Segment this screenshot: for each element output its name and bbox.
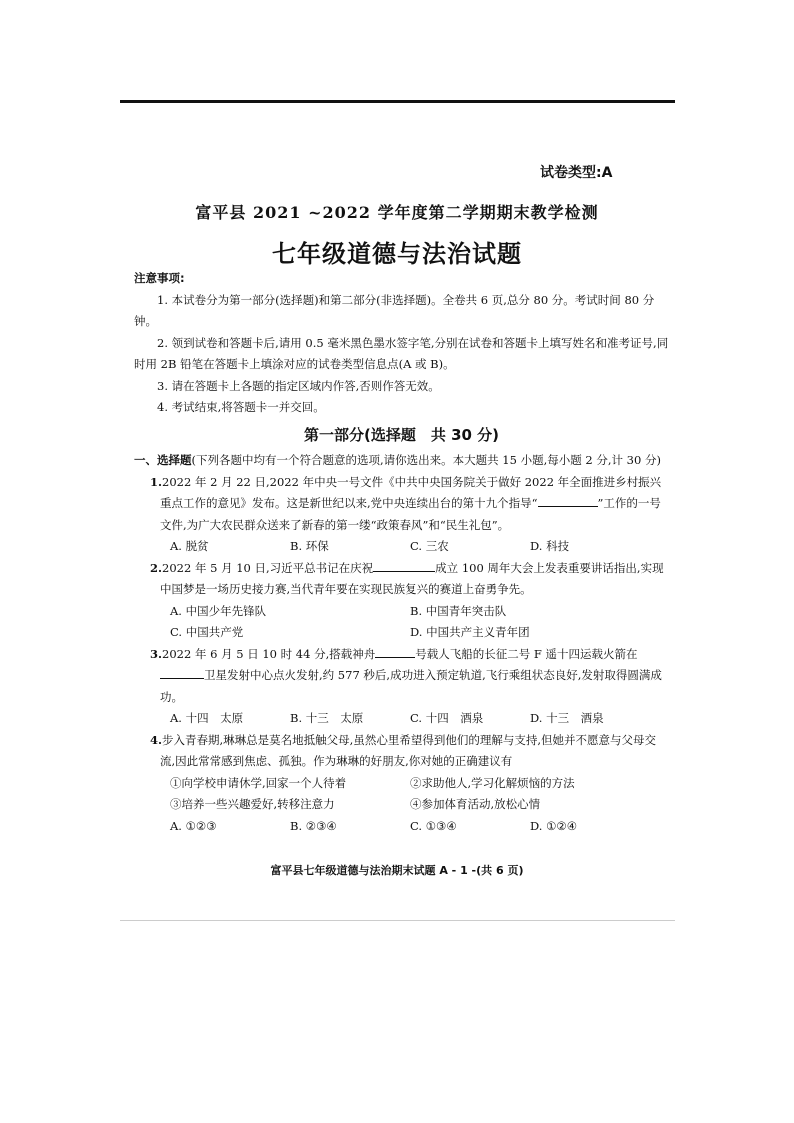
part1-heading: 第一部分(选择题 共 30 分) (303, 425, 500, 444)
question-number: 1. (150, 474, 163, 489)
question-text: 步入青春期,琳琳总是莫名地抵触父母,虽然心里希望得到他们的理解与支持,但她并不愿意与父母交流,因此常常感到焦虑、孤独。作为琳琳的好朋友,你对她的正确建议有 (160, 732, 656, 768)
question-1 (134, 472, 669, 537)
option-b: B. 十三 太原 (290, 711, 364, 725)
option-d: D. 科技 (530, 539, 570, 553)
section-label: 一、选择题 (134, 453, 192, 467)
option-d: D. 十三 酒泉 (530, 711, 604, 725)
answer-blank (160, 666, 204, 679)
note-item: 3. 请在答题卡上各题的指定区域内作答,否则作答无效。 (157, 378, 440, 393)
statement-item: ④参加体育活动,放松心情 (410, 797, 541, 811)
question-text: ”工作的一号文件,为广大农民群众送来了新春的第一缕“政策春风”和“民生礼包”。 (160, 496, 661, 532)
option-b: B. 环保 (290, 539, 329, 553)
statement-item: ②求助他人,学习化解烦恼的方法 (410, 775, 575, 790)
note-item: 4. 考试结束,将答题卡一并交回。 (157, 400, 325, 414)
bottom-rule (120, 920, 675, 921)
question-text: 2022 年 6 月 5 日 10 时 44 分,搭载神舟 (162, 646, 376, 661)
question-3 (134, 644, 669, 709)
note-item: 1. 本试卷分为第一部分(选择题)和第二部分(非选择题)。全卷共 6 页,总分 80 分。考试时间 80 分钟。 (134, 292, 655, 328)
question-text: 卫星发射中心点火发射,约 577 秒后,成功进入预定轨道,飞行乘组状态良好,发射取得圆满成功。 (160, 668, 662, 704)
option-c: C. 十四 酒泉 (410, 711, 484, 725)
answer-blank (375, 645, 415, 658)
option-d: D. ①②④ (530, 818, 578, 833)
question-number: 2. (150, 560, 163, 575)
question-2-options (134, 601, 669, 644)
option-b: B. 中国青年突击队 (410, 603, 507, 618)
section-description: (下列各题中均有一个符合题意的选项,请你选出来。本大题共 15 小题,每小题 2 分,计 30 分) (191, 453, 661, 467)
option-a: A. ①②③ (170, 818, 217, 833)
option-c: C. 三农 (410, 539, 449, 553)
question-1-options (134, 536, 669, 558)
paper-content (134, 268, 669, 837)
paper-type-label: 试卷类型:A (540, 165, 613, 181)
question-number: 3. (150, 646, 163, 661)
option-d: D. 中国共产主义青年团 (410, 625, 530, 639)
statement-item: ③培养一些兴趣爱好,转移注意力 (170, 797, 335, 811)
option-a: A. 十四 太原 (170, 711, 244, 725)
question-text: 号载人飞船的长征二号 F 遥十四运载火箭在 (415, 646, 638, 661)
option-b: B. ②③④ (290, 818, 337, 833)
option-c: C. ①③④ (410, 818, 457, 833)
top-rule (120, 100, 675, 103)
question-text: 2022 年 2 月 22 日,2022 年中央一号文件《中共中央国务院关于做好 2022 年全面推进乡村振兴重点工作的意见》发布。这是新世纪以来,党中央连续出台的第十九个指导“ (160, 474, 662, 510)
exam-title: 富平县 2021 ~2022 学年度第二学期期末教学检测 (195, 203, 599, 222)
statement-item: ①向学校申请休学,回家一个人待着 (170, 775, 347, 790)
section-heading (134, 450, 669, 472)
subject-title: 七年级道德与法治试题 (272, 240, 522, 268)
question-number: 4. (150, 732, 163, 747)
question-text: 2022 年 5 月 10 日,习近平总书记在庆祝 (162, 560, 374, 575)
question-2 (134, 558, 669, 601)
option-a: A. 脱贫 (170, 539, 209, 553)
question-4 (134, 730, 669, 773)
answer-blank (538, 494, 598, 507)
option-a: A. 中国少年先锋队 (170, 603, 267, 618)
answer-blank (373, 559, 435, 572)
note-item: 2. 领到试卷和答题卡后,请用 0.5 毫米黑色墨水签字笔,分别在试卷和答题卡上填写姓名和准考证号,同时用 2B 铅笔在答题卡上填涂对应的试卷类型信息点(A 或 B)。 (134, 335, 669, 371)
question-4-options (134, 816, 669, 838)
question-text: 成立 100 周年大会上发表重要讲话指出,实现中国梦是一场历史接力赛,当代青年要在实现民族复兴的赛道上奋勇争先。 (160, 560, 664, 596)
option-c: C. 中国共产党 (170, 625, 244, 639)
notes-heading: 注意事项: (134, 271, 185, 285)
page-footer: 富平县七年级道德与法治期末试题 A - 1 -(共 6 页) (270, 864, 524, 877)
question-3-options (134, 708, 669, 730)
question-4-statements (134, 773, 669, 816)
